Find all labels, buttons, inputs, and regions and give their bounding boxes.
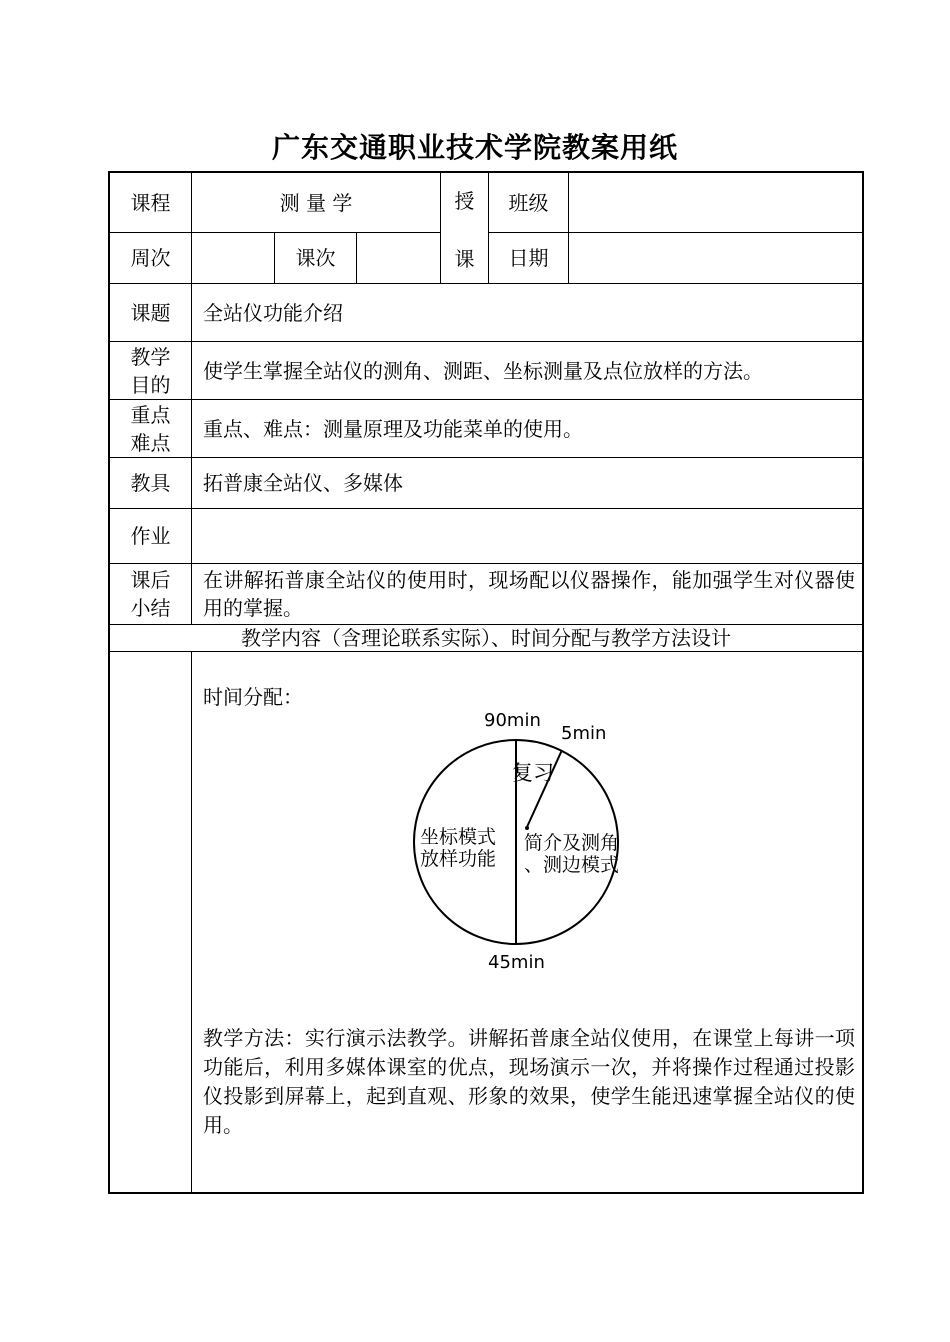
- center-dot: [525, 826, 529, 830]
- summary-label-line2: 小结: [130, 596, 171, 620]
- time-allocation-diagram: [400, 705, 650, 981]
- tools-value: 拓普康全站仪、多媒体: [203, 471, 403, 495]
- column-divider: [568, 173, 569, 283]
- homework-label: 作业: [130, 524, 171, 548]
- course-label: 课程: [130, 190, 171, 215]
- column-divider: [191, 651, 192, 1192]
- label-45min: 45min: [488, 952, 545, 973]
- label-review: 复习: [512, 761, 554, 785]
- objective-value: 使学生掌握全站仪的测角、测距、坐标测量及点位放样的方法。: [203, 358, 763, 383]
- summary-label-line1: 课后: [130, 568, 171, 592]
- class-label: 班级: [508, 190, 549, 215]
- row-divider: [110, 563, 862, 564]
- label-left-line2: 放样功能: [420, 848, 497, 870]
- page-title: 广东交通职业技术学院教案用纸: [271, 131, 678, 164]
- teaching-method-text: 教学方法：实行演示法教学。讲解拓普康全站仪使用，在课堂上每讲一项功能后，利用多媒体课室的优点，现场演示一次，并将操作过程通过投影仪投影到屏幕上，起到直观、形象的效果，使学生能迅速掌握全站仪的使用。: [203, 1026, 855, 1137]
- topic-value: 全站仪功能介绍: [203, 300, 343, 325]
- key-label-line2: 难点: [130, 431, 171, 455]
- time-allocation-label: 时间分配：: [203, 685, 303, 709]
- ke-label: 课: [454, 247, 475, 271]
- date-value: [578, 233, 858, 283]
- objective-label-line2: 目的: [130, 373, 171, 397]
- key-label: [110, 401, 191, 457]
- date-label: 日期: [508, 246, 549, 270]
- label-right-line1: 简介及测角: [524, 832, 620, 854]
- week-label: 周次: [130, 246, 171, 270]
- label-90min: 90min: [484, 710, 541, 731]
- lesson-no-label: 课次: [295, 246, 336, 270]
- tools-label: 教具: [130, 471, 171, 495]
- label-right-line2: 、测边模式: [524, 854, 620, 876]
- label-5min: 5min: [561, 723, 607, 744]
- summary-label: [110, 566, 191, 624]
- class-value: [578, 173, 858, 232]
- shou-label: 授: [454, 189, 475, 213]
- week-value: [192, 233, 274, 283]
- lesson-plan-table: [108, 171, 864, 1194]
- course-value: 测 量 学: [279, 190, 353, 215]
- key-value: 重点、难点：测量原理及功能菜单的使用。: [203, 416, 583, 441]
- objective-label: [110, 343, 191, 399]
- content-section-header: 教学内容（含理论联系实际）、时间分配与教学方法设计: [241, 626, 731, 650]
- key-label-line1: 重点: [130, 403, 171, 427]
- objective-label-line1: 教学: [130, 345, 171, 369]
- lesson-no-value: [357, 233, 440, 283]
- summary-value: 在讲解拓普康全站仪的使用时，现场配以仪器操作，能加强学生对仪器使用的掌握。: [203, 568, 855, 620]
- homework-value: [203, 509, 853, 563]
- label-left-line1: 坐标模式: [420, 826, 497, 848]
- topic-label: 课题: [130, 300, 171, 325]
